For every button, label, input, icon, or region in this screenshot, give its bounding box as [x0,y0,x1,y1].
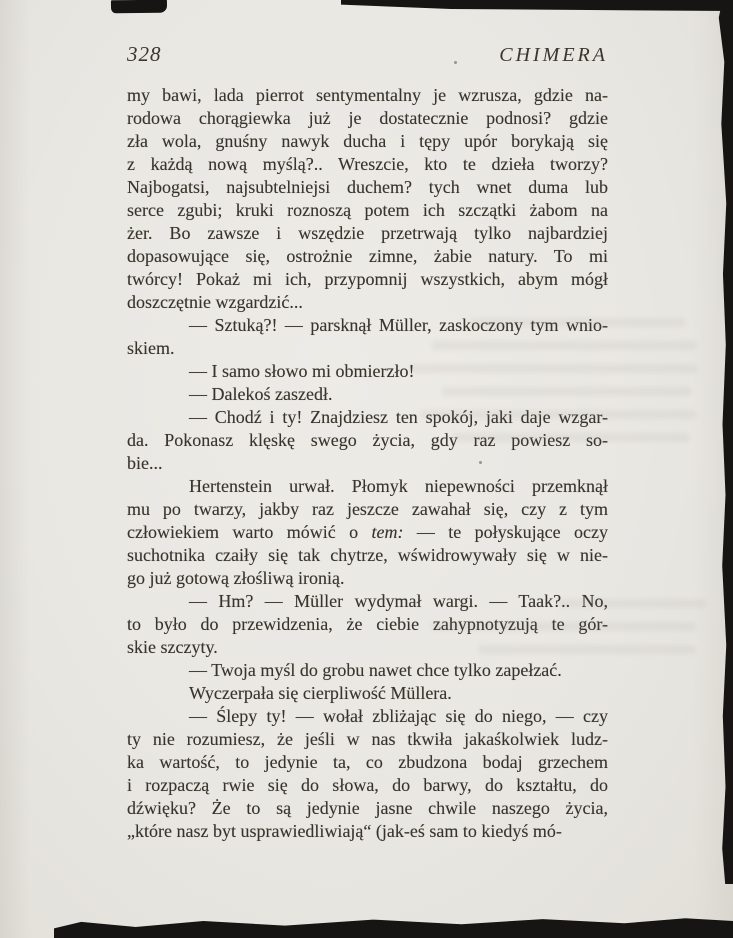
text-line: rodowa chorągiewka już je dostatecznie podnosi? gdzie [127,108,608,128]
text-line: suchotnika czaiły się tak chytrze, wświdrowywały się w nie- [127,545,608,565]
scan-edge-shadow-top [341,0,733,11]
paper-speck [454,61,457,64]
scan-edge-shadow-bottom [54,915,733,938]
text-line: Hertenstein urwał. Płomyk niepewności przemknął [189,476,608,496]
text-line: ty nie rozumiesz, że jeśli w nas tkwiła jakaśkolwiek ludz- [127,729,608,749]
text-line: Najbogatsi, najsubtelniejsi duchem? tych wnet duma lub [127,177,608,197]
scan-edge-shadow-top-left [111,0,167,13]
text-line: — Hm? — Müller wydymał wargi. — Taak?.. No, [189,591,608,611]
paper-speck [479,461,482,464]
text-line: doszczętnie wzgardzić... [127,292,303,312]
text-line: mu po twarzy, jakby raz jeszcze zawahał się, czy z tym [127,499,608,519]
text-line: skie szczyty. [127,637,218,657]
text-line: i rozpaczą rwie się do słowa, do barwy, do kształtu, do [127,775,608,795]
text-line: bie... [127,453,163,473]
text-line: twórcy! Pokaż mi ich, przypomnij wszystkich, abym mógł [127,269,608,289]
bleed-through-artifact [452,433,690,442]
text-line: — I samo słowo mi obmierzło! [189,361,415,381]
text-line [127,521,608,544]
text-line: dopasowujące się, ostrożnie zimne, żabie natury. To mi [127,246,608,266]
text-line: żer. Bo zawsze i wszędzie przetrwają tylko najbardziej [127,223,608,243]
text-segment: — te połyskujące oczy [403,522,608,542]
text-segment: człowiekiem warto mówić o [127,522,372,542]
page-header [127,42,608,67]
text-line: — Dalekoś zaszedł. [189,384,333,404]
italic-text-segment: tem: [371,522,404,542]
page-number: 328 [127,42,162,66]
bleed-through-artifact [430,622,696,631]
bleed-through-artifact [478,645,696,654]
scan-edge-shadow-right [718,0,733,884]
bleed-through-artifact [420,410,696,419]
text-line: Wyczerpała się cierpliwość Müllera. [189,683,452,703]
text-line: dźwięku? Że to są jedynie jasne chwile naszego życia, [127,798,608,818]
text-line: go już gotową złośliwą ironią. [127,568,345,588]
text-line: skiem. [127,338,175,358]
text-line: — Twoja myśl do grobu nawet chce tylko zapełzać. [189,660,562,680]
bleed-through-artifact [442,387,692,396]
bleed-through-artifact [410,364,698,373]
text-line: zła wola, gnuśny nawyk ducha i tępy upór borykają się [127,131,608,151]
bleed-through-artifact [470,318,685,327]
text-line: z każdą nową myślą?.. Wreszcie, kto te dzieła tworzy? [127,154,608,174]
text-line: „które nasz byt usprawiedliwiają“ (jak-eś sam to kiedyś mó- [127,821,562,841]
text-line: da. Pokonasz klęskę swego życia, gdy raz powiesz so- [127,430,608,450]
text-line: my bawi, lada pierrot sentymentalny je wzrusza, gdzie na- [127,85,608,105]
bleed-through-artifact [432,341,697,350]
text-line: — Ślepy ty! — wołał zbliżając się do niego, — czy [189,706,608,726]
journal-title: CHIMERA [499,44,608,66]
bleed-through-artifact [558,599,706,608]
text-block [127,84,608,843]
text-line: — Chodź i ty! Znajdziesz ten spokój, jaki daje wzgar- [189,407,608,427]
text-line: to było do przewidzenia, że ciebie zahypnotyzują te gór- [127,614,608,634]
text-line: serce zgubi; kruki roznoszą potem ich szczątki żabom na [127,200,608,220]
text-line: ka wartość, to jedynie ta, co zbudzona bodaj grzechem [127,752,608,772]
text-line: — Sztuką?! — parsknął Müller, zaskoczony tym wnio- [189,315,608,335]
